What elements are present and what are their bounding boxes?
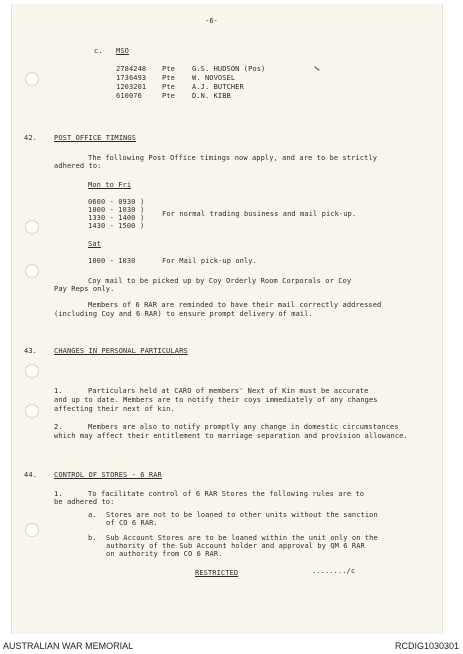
saturday-note: For Mail pick-up only. xyxy=(162,257,257,265)
page-number: -6- xyxy=(205,17,218,25)
continuation-marker: ......../c xyxy=(312,567,356,575)
row-name: W. NOVOSEL xyxy=(192,74,236,82)
section-c-heading: MSO xyxy=(116,47,129,55)
section-heading: CHANGES IN PERSONAL PARTICULARS xyxy=(54,347,188,355)
section-heading: CONTROL OF STORES - 6 RAR xyxy=(54,471,162,479)
paragraph-number: 1. xyxy=(54,490,63,498)
section-number: 43. xyxy=(24,347,37,355)
paragraph-text: Sub Account Stores are to be loaned within the unit only on the xyxy=(106,534,378,542)
punch-hole xyxy=(25,220,39,234)
row-number: 1203201 xyxy=(116,83,147,91)
paragraph-text: which may affect their entitlement to marriage separation and provision allowance. xyxy=(54,432,408,440)
paragraph-text: The following Post Office timings now apply, and are to be strictly xyxy=(88,154,378,162)
punch-hole xyxy=(25,72,39,86)
brace-glyph: ) xyxy=(140,198,145,206)
row-name: G.S. HUDSON (Pos) xyxy=(192,65,266,73)
brace-glyph: ) xyxy=(140,206,145,214)
row-rank: Pte xyxy=(162,74,175,82)
paragraph-text: and up to date. Members are to notify their coys immediately of any changes xyxy=(54,396,378,404)
time-slot: 1000 - 1030 xyxy=(88,257,136,265)
time-slot: 1330 - 1400 xyxy=(88,214,136,222)
section-number: 44. xyxy=(24,471,37,479)
row-number: 2784248 xyxy=(116,65,147,73)
weekday-heading: Mon to Fri xyxy=(88,181,132,189)
row-number: 610076 xyxy=(116,92,142,100)
paragraph-number: 1. xyxy=(54,387,63,395)
row-rank: Pte xyxy=(162,65,175,73)
paragraph-text: Members of 6 RAR are reminded to have their mail correctly addressed xyxy=(88,301,382,309)
paragraph-number: 2. xyxy=(54,423,63,431)
footer-bar xyxy=(0,637,463,654)
brace-glyph: ) xyxy=(140,222,145,230)
sub-item-label: a. xyxy=(88,511,97,519)
paragraph-text: adhered to: xyxy=(54,162,102,170)
row-rank: Pte xyxy=(162,83,175,91)
row-rank: Pte xyxy=(162,92,175,100)
brace-glyph: ) xyxy=(140,214,145,222)
punch-hole xyxy=(25,364,39,378)
footer-id: RCDIG1030301 xyxy=(394,641,459,651)
classification-marking: RESTRICTED xyxy=(195,569,239,577)
saturday-heading: Sat xyxy=(88,240,101,248)
paragraph-text: Particulars held at CARO of members' Next of Kin must be accurate xyxy=(88,387,369,395)
paragraph-text: Pay Reps only. xyxy=(54,285,115,293)
time-slot: 1430 - 1500 xyxy=(88,222,136,230)
punch-hole xyxy=(25,523,39,537)
weekday-note: For normal trading business and mail pick-up. xyxy=(162,210,357,218)
row-name: D.N. KIBB xyxy=(192,92,231,100)
section-c-label: c. xyxy=(94,47,103,55)
paragraph-text: To facilitate control of 6 RAR Stores the following rules are to xyxy=(88,490,365,498)
paragraph-text: of CO 6 RAR. xyxy=(106,519,158,527)
footer-source: AUSTRALIAN WAR MEMORIAL xyxy=(3,641,134,651)
punch-hole xyxy=(25,404,39,418)
section-number: 42. xyxy=(24,134,37,142)
time-slot: 0600 - 0930 xyxy=(88,198,136,206)
row-name: A.J. BUTCHER xyxy=(192,83,244,91)
paragraph-text: on authority from CO 6 RAR. xyxy=(106,550,223,558)
paragraph-text: (including Coy and 6 RAR) to ensure prompt delivery of mail. xyxy=(54,310,313,318)
time-slot: 1000 - 1030 xyxy=(88,206,136,214)
punch-hole xyxy=(25,264,39,278)
paragraph-text: be adhered to: xyxy=(54,498,115,506)
paragraph-text: Members are also to notify promptly any change in domestic circumstances xyxy=(88,423,399,431)
paragraph-text: Coy mail to be picked up by Coy Orderly Room Corporals or Coy xyxy=(88,277,352,285)
paragraph-text: Stores are not to be loaned to other units without the sanction xyxy=(106,511,378,519)
sub-item-label: b. xyxy=(88,534,97,542)
paragraph-text: authority of the Sub Account holder and approval by QM 6 RAR xyxy=(106,542,365,550)
paragraph-text: affecting their next of kin. xyxy=(54,405,175,413)
row-number: 1736493 xyxy=(116,74,147,82)
section-heading: POST OFFICE TIMINGS xyxy=(54,134,136,142)
